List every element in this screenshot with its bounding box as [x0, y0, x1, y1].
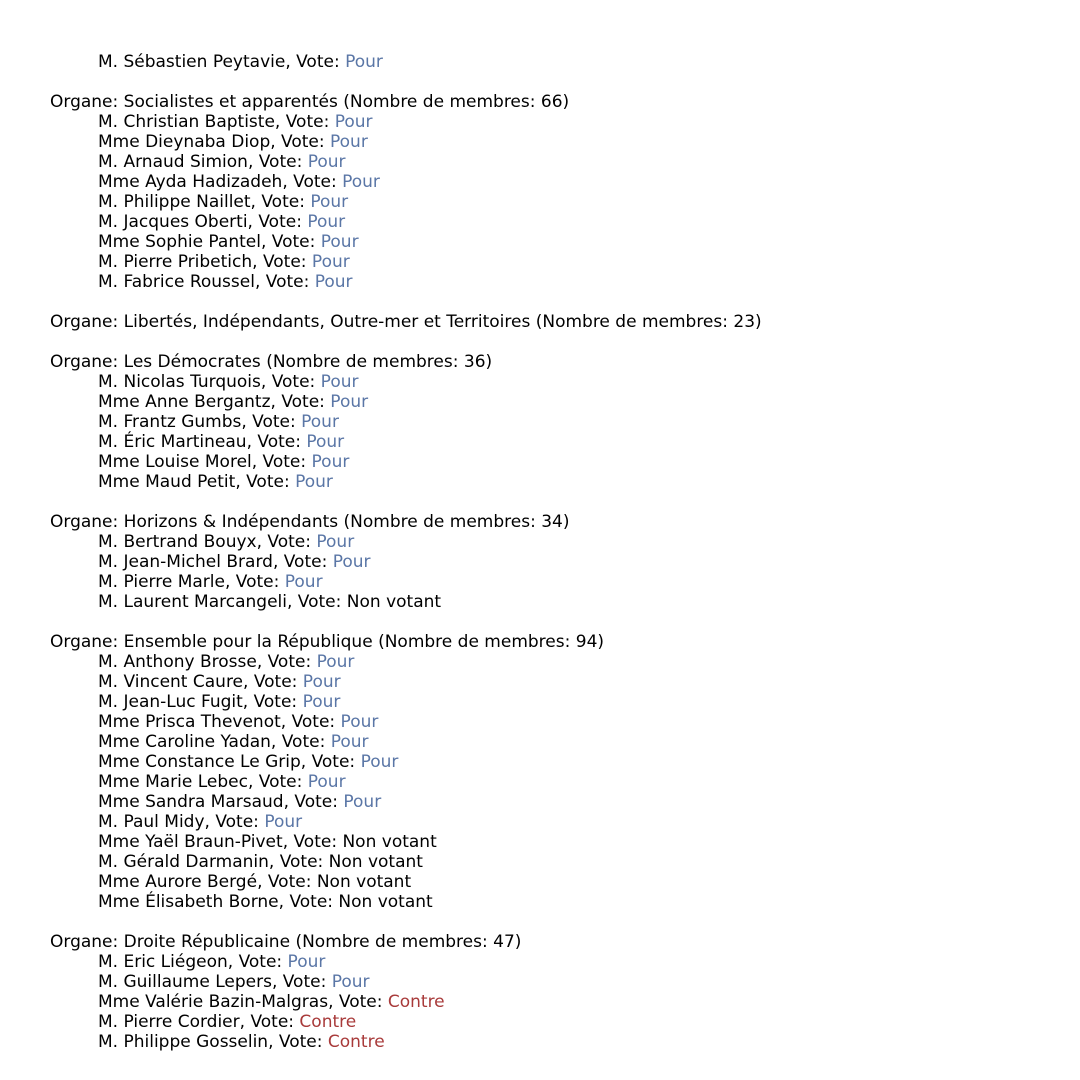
member-row	[50, 592, 1060, 612]
members-close: )	[597, 632, 605, 652]
vote-value: Pour	[306, 432, 345, 452]
member-name: Mme Anne Bergantz	[98, 392, 271, 412]
member-row	[50, 212, 1060, 232]
vote-separator: , Vote:	[282, 832, 343, 852]
member-row	[50, 872, 1060, 892]
vote-value: Non votant	[342, 832, 437, 852]
vote-value: Non votant	[328, 852, 423, 872]
vote-value: Pour	[284, 572, 323, 592]
member-name: M. Paul Midy	[98, 812, 205, 832]
vote-value: Pour	[310, 192, 349, 212]
member-name: Mme Dieynaba Diop	[98, 132, 271, 152]
member-name: M. Eric Liégeon	[98, 952, 228, 972]
organe-prefix: Organe:	[50, 932, 124, 952]
vote-separator: , Vote:	[247, 212, 308, 232]
member-row	[50, 712, 1060, 732]
vote-value: Non votant	[338, 892, 433, 912]
member-name: M. Anthony Brosse	[98, 652, 257, 672]
vote-value: Pour	[345, 52, 383, 72]
member-name: Mme Caroline Yadan	[98, 732, 271, 752]
vote-separator: , Vote:	[257, 872, 317, 892]
vote-value: Pour	[307, 212, 346, 232]
member-row	[50, 692, 1060, 712]
vote-separator: , Vote:	[224, 572, 285, 592]
organe-heading	[50, 312, 1060, 332]
vote-separator: , Vote:	[272, 552, 333, 572]
member-row	[50, 992, 1060, 1012]
member-row	[50, 152, 1060, 172]
member-row	[50, 972, 1060, 992]
member-name: Mme Yaël Braun-Pivet	[98, 832, 283, 852]
member-name: M. Philippe Gosselin	[98, 1032, 269, 1052]
organe-heading	[50, 932, 1060, 952]
member-row	[50, 192, 1060, 212]
vote-value: Pour	[295, 472, 333, 492]
member-name: M. Pierre Cordier	[98, 1012, 240, 1032]
member-name: M. Vincent Caure	[98, 672, 244, 692]
vote-separator: , Vote:	[252, 252, 312, 272]
member-row	[50, 392, 1060, 412]
vote-separator: , Vote:	[328, 992, 388, 1012]
vote-separator: , Vote:	[242, 692, 303, 712]
member-name: M. Jean-Michel Brard	[98, 552, 273, 572]
members-count: 94	[575, 632, 598, 652]
vote-separator: , Vote:	[260, 372, 321, 392]
group-spacer	[50, 332, 1060, 352]
members-open: (Nombre de membres:	[338, 512, 542, 532]
vote-separator: , Vote:	[280, 712, 341, 732]
organe-prefix: Organe:	[50, 92, 124, 112]
vote-separator: , Vote:	[268, 1032, 328, 1052]
vote-separator: , Vote:	[271, 972, 332, 992]
vote-value: Pour	[307, 772, 346, 792]
member-row	[50, 652, 1060, 672]
member-name: Mme Prisca Thevenot	[98, 712, 281, 732]
vote-value: Pour	[320, 372, 359, 392]
member-name: Mme Valérie Bazin-Malgras	[98, 992, 329, 1012]
vote-value: Pour	[343, 792, 382, 812]
member-name: M. Pierre Marle	[98, 572, 225, 592]
vote-value: Non votant	[346, 592, 442, 612]
member-name: M. Éric Martineau	[98, 432, 247, 452]
vote-value: Pour	[340, 712, 379, 732]
group-spacer	[50, 612, 1060, 632]
member-row	[50, 172, 1060, 192]
vote-separator: , Vote:	[246, 432, 307, 452]
organe-prefix: Organe:	[50, 512, 124, 532]
members-count: 36	[463, 352, 486, 372]
member-row	[50, 772, 1060, 792]
vote-separator: , Vote:	[278, 892, 339, 912]
member-row	[50, 112, 1060, 132]
member-row	[50, 532, 1060, 552]
vote-value: Pour	[264, 812, 303, 832]
members-open: (Nombre de membres:	[372, 632, 576, 652]
vote-value: Pour	[334, 112, 373, 132]
vote-value: Pour	[320, 232, 359, 252]
member-row	[50, 232, 1060, 252]
members-count: 34	[541, 512, 563, 532]
member-row	[50, 472, 1060, 492]
member-row	[50, 952, 1060, 972]
vote-value: Contre	[327, 1032, 385, 1052]
vote-separator: , Vote:	[268, 852, 329, 872]
vote-separator: , Vote:	[270, 132, 331, 152]
vote-separator: , Vote:	[247, 152, 308, 172]
vote-separator: , Vote:	[251, 452, 312, 472]
member-row	[50, 832, 1060, 852]
member-name: Mme Sandra Marsaud	[98, 792, 284, 812]
member-name: M. Bertrand Bouyx	[98, 532, 257, 552]
vote-value: Pour	[330, 392, 369, 412]
organe-name: Horizons & Indépendants	[123, 512, 339, 532]
vote-separator: , Vote:	[235, 472, 296, 492]
group-spacer	[50, 492, 1060, 512]
vote-value: Non votant	[316, 872, 412, 892]
member-name: Mme Marie Lebec	[98, 772, 248, 792]
vote-separator: , Vote:	[287, 592, 347, 612]
vote-value: Contre	[299, 1012, 357, 1032]
vote-separator: , Vote:	[256, 652, 317, 672]
member-name: Mme Maud Petit	[98, 472, 236, 492]
member-name: M. Pierre Pribetich	[98, 252, 253, 272]
vote-separator: , Vote:	[254, 272, 315, 292]
vote-separator: , Vote:	[282, 172, 343, 192]
member-row	[50, 52, 1060, 72]
organe-name: Socialistes et apparentés	[123, 92, 338, 112]
member-row	[50, 452, 1060, 472]
organe-heading	[50, 352, 1060, 372]
member-row	[50, 732, 1060, 752]
vote-value: Pour	[311, 252, 350, 272]
member-name: M. Nicolas Turquois	[98, 372, 261, 392]
vote-separator: , Vote:	[300, 752, 361, 772]
members-close: )	[485, 352, 493, 372]
member-row	[50, 412, 1060, 432]
vote-value: Pour	[287, 952, 326, 972]
member-name: Mme Ayda Hadizadeh	[98, 172, 283, 192]
organe-name: Droite Républicaine	[123, 932, 291, 952]
organe-heading	[50, 632, 1060, 652]
group-spacer	[50, 912, 1060, 932]
vote-value: Pour	[342, 172, 380, 192]
member-row	[50, 552, 1060, 572]
member-name: M. Laurent Marcangeli	[98, 592, 287, 612]
vote-separator: , Vote:	[270, 732, 331, 752]
members-close: )	[562, 92, 570, 112]
vote-separator: , Vote:	[270, 392, 331, 412]
vote-value: Pour	[314, 272, 353, 292]
vote-separator: , Vote:	[274, 112, 335, 132]
member-name: Mme Louise Morel	[98, 452, 252, 472]
vote-value: Pour	[316, 532, 355, 552]
member-row	[50, 252, 1060, 272]
organe-prefix: Organe:	[50, 632, 124, 652]
member-row	[50, 852, 1060, 872]
members-close: )	[514, 932, 522, 952]
member-name: M. Christian Baptiste	[98, 112, 275, 132]
members-open: (Nombre de membres:	[337, 92, 541, 112]
vote-value: Pour	[331, 972, 370, 992]
member-name: Mme Aurore Bergé	[98, 872, 258, 892]
member-name: M. Jean-Luc Fugit	[98, 692, 243, 712]
vote-value: Pour	[332, 552, 371, 572]
vote-separator: , Vote:	[239, 1012, 300, 1032]
member-row	[50, 272, 1060, 292]
vote-separator: , Vote:	[256, 532, 317, 552]
vote-separator: , Vote:	[241, 412, 302, 432]
vote-separator: , Vote:	[250, 192, 311, 212]
members-count: 47	[493, 932, 515, 952]
vote-separator: , Vote:	[283, 792, 344, 812]
members-count: 23	[733, 312, 756, 332]
member-name: M. Arnaud Simion	[98, 152, 248, 172]
vote-value: Pour	[302, 672, 341, 692]
vote-value: Pour	[301, 412, 339, 432]
member-name: M. Fabrice Roussel	[98, 272, 255, 292]
group-spacer	[50, 292, 1060, 312]
member-row	[50, 1032, 1060, 1052]
member-row	[50, 1012, 1060, 1032]
vote-value: Pour	[330, 732, 369, 752]
member-name: Mme Sophie Pantel	[98, 232, 261, 252]
organe-name: Libertés, Indépendants, Outre-mer et Territoires	[123, 312, 531, 332]
member-row	[50, 812, 1060, 832]
vote-separator: , Vote:	[204, 812, 265, 832]
member-row	[50, 672, 1060, 692]
vote-document	[50, 52, 1060, 1052]
member-row	[50, 572, 1060, 592]
vote-separator: , Vote:	[247, 772, 308, 792]
group-spacer	[50, 72, 1060, 92]
organe-heading	[50, 92, 1060, 112]
member-row	[50, 372, 1060, 392]
members-open: (Nombre de membres:	[290, 932, 494, 952]
member-name: M. Philippe Naillet	[98, 192, 251, 212]
members-open: (Nombre de membres:	[260, 352, 464, 372]
vote-value: Contre	[387, 992, 445, 1012]
member-name: M. Sébastien Peytavie	[98, 52, 286, 72]
organe-prefix: Organe:	[50, 312, 124, 332]
organe-name: Les Démocrates	[123, 352, 261, 372]
member-row	[50, 792, 1060, 812]
organe-name: Ensemble pour la République	[123, 632, 373, 652]
member-name: Mme Élisabeth Borne	[98, 892, 279, 912]
vote-separator: , Vote:	[285, 52, 346, 72]
organe-heading	[50, 512, 1060, 532]
members-open: (Nombre de membres:	[530, 312, 734, 332]
vote-value: Pour	[330, 132, 368, 152]
vote-value: Pour	[360, 752, 399, 772]
vote-separator: , Vote:	[243, 672, 303, 692]
vote-separator: , Vote:	[227, 952, 288, 972]
member-row	[50, 752, 1060, 772]
vote-separator: , Vote:	[260, 232, 321, 252]
member-row	[50, 132, 1060, 152]
member-name: M. Gérald Darmanin	[98, 852, 269, 872]
members-close: )	[755, 312, 762, 332]
member-name: M. Jacques Oberti	[98, 212, 248, 232]
member-name: M. Frantz Gumbs	[98, 412, 242, 432]
vote-value: Pour	[316, 652, 355, 672]
vote-value: Pour	[307, 152, 346, 172]
member-name: M. Guillaume Lepers	[98, 972, 272, 992]
members-count: 66	[540, 92, 563, 112]
members-close: )	[562, 512, 570, 532]
member-row	[50, 892, 1060, 912]
organe-prefix: Organe:	[50, 352, 124, 372]
vote-value: Pour	[302, 692, 341, 712]
member-row	[50, 432, 1060, 452]
member-name: Mme Constance Le Grip	[98, 752, 301, 772]
vote-value: Pour	[311, 452, 350, 472]
